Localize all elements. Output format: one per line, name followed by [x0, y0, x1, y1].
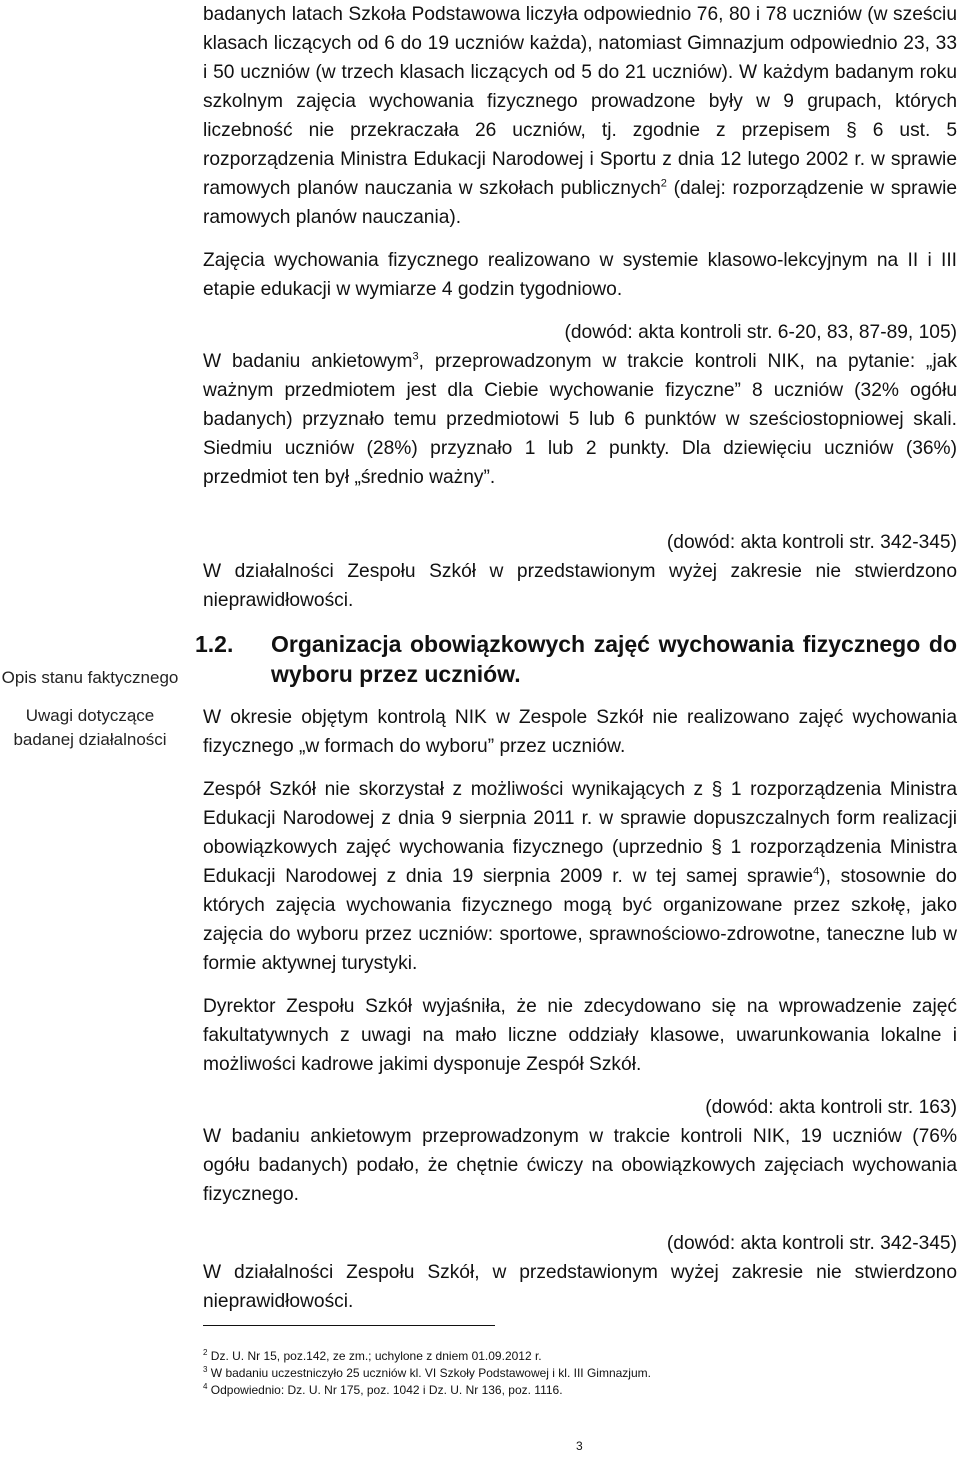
paragraph-final-conclusion: W działalności Zespołu Szkół, w przedstawionym wyżej zakresie nie stwierdzono nieprawidłowości.: [203, 1262, 957, 1312]
section-title: Organizacja obowiązkowych zajęć wychowania fizycznego do wyboru przez uczniów.: [271, 631, 957, 687]
main-content: [195, 0, 957, 1330]
paragraph-conclusion: W działalności Zespołu Szkół w przedstawionym wyżej zakresie nie stwierdzono nieprawidłowości.: [203, 561, 957, 611]
section-label: Opis stanu faktycznego: [1, 668, 179, 687]
footnotes: [203, 1348, 803, 1399]
paragraph-text: Zespół Szkół nie skorzystał z możliwości wynikających z § 1 rozporządzenia Ministra Edukacji Narodowej z dnia 9 sierpnia 2011 r. w sprawie dopuszczalnych form realizacji obowiązkowych zajęć wychowania fizycznego (uprzednio § 1 rozporządzenia Ministra Edukacji Narodowej z dnia 19 sierpnia 2009 r. w tej samej sprawie: [203, 779, 957, 887]
footnote-number: 4: [203, 1382, 208, 1391]
evidence-note: (dowód: akta kontroli str. 342-345): [666, 1233, 957, 1254]
footnote: [203, 1365, 803, 1382]
paragraph-lesson-system: Zajęcia wychowania fizycznego realizowano w systemie klasowo-lekcyjnym na II i III etapie edukacji w wymiarze 4 godzin tygodniowo.: [203, 250, 957, 300]
paragraph-survey-importance: [203, 347, 957, 492]
footnote-number: 2: [203, 1348, 208, 1357]
footnote-ref: 2: [660, 177, 667, 190]
footnote-text: W badaniu uczestniczyło 25 uczniów kl. VI Szkoły Podstawowej i kl. III Gimnazjum.: [210, 1366, 651, 1380]
section-heading: [195, 629, 957, 689]
footnote-ref: 3: [412, 350, 419, 363]
evidence-note: (dowód: akta kontroli str. 163): [705, 1097, 957, 1118]
paragraph-text: , przeprowadzonym w trakcie kontroli NIK, na pytanie: „jak ważnym przedmiotem jest dla Ciebie wychowanie fizyczne” 8 uczniów (32% ogółu badanych) przyznało temu przedmiotowi 5 lub 6 punktów w sześciostopniowej skali. Siedmiu uczniów (28%) przyznało 1 lub 2 punkty. Dla dziewięciu uczniów (36%) przedmiot ten był „średnio ważny”.: [203, 351, 957, 488]
paragraph-class-sizes: [203, 0, 957, 232]
paragraph-survey-willingness: W badaniu ankietowym przeprowadzonym w trakcie kontroli NIK, 19 uczniów (76% ogółu badanych) podało, że chętnie ćwiczy na obowiązkowych zajęciach wychowania fizycznego.: [203, 1126, 957, 1205]
remarks-label: Uwagi dotyczące badanej działalności: [13, 706, 167, 749]
footnote-ref: 4: [813, 865, 820, 878]
paragraph-optional-forms: W okresie objętym kontrolą NIK w Zespole Szkół nie realizowano zajęć wychowania fizycznego „w formach do wyboru” przez uczniów.: [203, 707, 957, 757]
footnote: [203, 1348, 803, 1365]
evidence-note: (dowód: akta kontroli str. 342-345): [666, 532, 957, 553]
evidence-note: (dowód: akta kontroli str. 6-20, 83, 87-89, 105): [564, 322, 957, 343]
paragraph-text: badanych latach Szkoła Podstawowa liczyła odpowiednio 76, 80 i 78 uczniów (w sześciu klasach liczących od 6 do 19 uczniów każda), natomiast Gimnazjum odpowiednio 23, 33 i 50 uczniów (w trzech klasach liczących od 5 do 21 uczniów). W każdym badanym roku szkolnym zajęcia wychowania fizycznego prowadzone były w 9 grupach, których liczebność nie przekraczała 26 uczniów, tj. zgodnie z przepisem § 6 ust. 5 rozporządzenia Ministra Edukacji Narodowej i Sportu z dnia 12 lutego 2002 r. w sprawie ramowych planów nauczania w szkołach publicznych: [203, 4, 957, 199]
footnote-text: Odpowiednio: Dz. U. Nr 175, poz. 1042 i Dz. U. Nr 136, poz. 1116.: [210, 1383, 563, 1397]
footnote: [203, 1382, 803, 1399]
paragraph-director-explanation: Dyrektor Zespołu Szkół wyjaśniła, że nie zdecydowano się na wprowadzenie zajęć fakultatywnych z uwagi na mało liczne oddziały klasowe, uwarunkowania lokalne i możliwości kadrowe jakimi dysponuje Zespół Szkół.: [203, 996, 957, 1075]
paragraph-regulation: [203, 775, 957, 978]
paragraph-text: W badaniu ankietowym: [203, 351, 413, 372]
footnote-text: Dz. U. Nr 15, poz.142, ze zm.; uchylone z dniem 01.09.2012 r.: [210, 1349, 542, 1363]
paragraph-text: (dalej: rozporządzenie w sprawie ramowych planów nauczania).: [203, 178, 957, 228]
section-number: 1.2.: [195, 631, 234, 657]
footnote-separator: [203, 1325, 495, 1326]
margin-labels: [0, 666, 180, 766]
page-number: 3: [576, 1439, 583, 1453]
paragraph-text: ), stosownie do których zajęcia wychowania fizycznego mogą być organizowane przez szkołę, jako zajęcia do wyboru przez uczniów: sportowe, sprawnościowo-zdrowotne, taneczne lub w formie aktywnej turystyki.: [203, 866, 957, 974]
footnote-number: 3: [203, 1365, 208, 1374]
